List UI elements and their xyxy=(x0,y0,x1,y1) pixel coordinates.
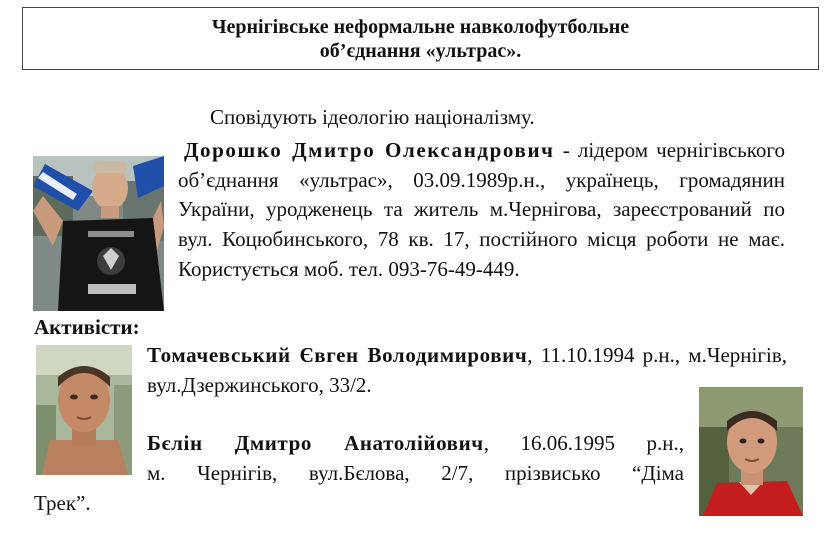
leader-description xyxy=(178,136,785,285)
activist1-name: Томачевський Євген Володимирович xyxy=(147,343,528,367)
title-line-2: об’єднання «ультрас». xyxy=(319,40,522,62)
activist2-description xyxy=(34,428,684,518)
intro-text: Сповідують ідеологію націоналізму. xyxy=(210,105,535,129)
activist2-line-2: м. Чернігів, вул.Бєлова, 2/7, прізвисько “Діма xyxy=(147,461,684,485)
leader-details: - лідером чернігівського об’єднання «ультрас», 03.09.1989р.н., українець, громадянин України, уродженець та житель м.Чернігова, зареєстрований по вул. Коцюбинського, 78 кв. 17, постійного місця роботи не має. Користується моб. тел. 093-76-49-449. xyxy=(178,138,785,281)
activist2-line-3: Трек”. xyxy=(34,491,91,515)
activist2-line-1 xyxy=(34,428,684,458)
activist2-photo xyxy=(699,387,803,516)
activist2-details-1: , 16.06.1995 р.н., xyxy=(483,431,684,455)
leader-photo xyxy=(33,156,164,311)
title-line-1: Чернігівське неформальне навколофутбольне xyxy=(211,16,630,38)
activist1-description xyxy=(147,340,787,400)
document-title xyxy=(22,7,819,70)
activist2-name: Бєлін Дмитро Анатолійович xyxy=(147,431,484,455)
activists-heading: Активісти: xyxy=(34,315,140,339)
activist1-details: , 11.10.1994 р.н., м.Чернігів, вул.Дзержинського, 33/2. xyxy=(147,343,787,397)
leader-name: Дорошко Дмитро Олександрович xyxy=(184,138,555,162)
